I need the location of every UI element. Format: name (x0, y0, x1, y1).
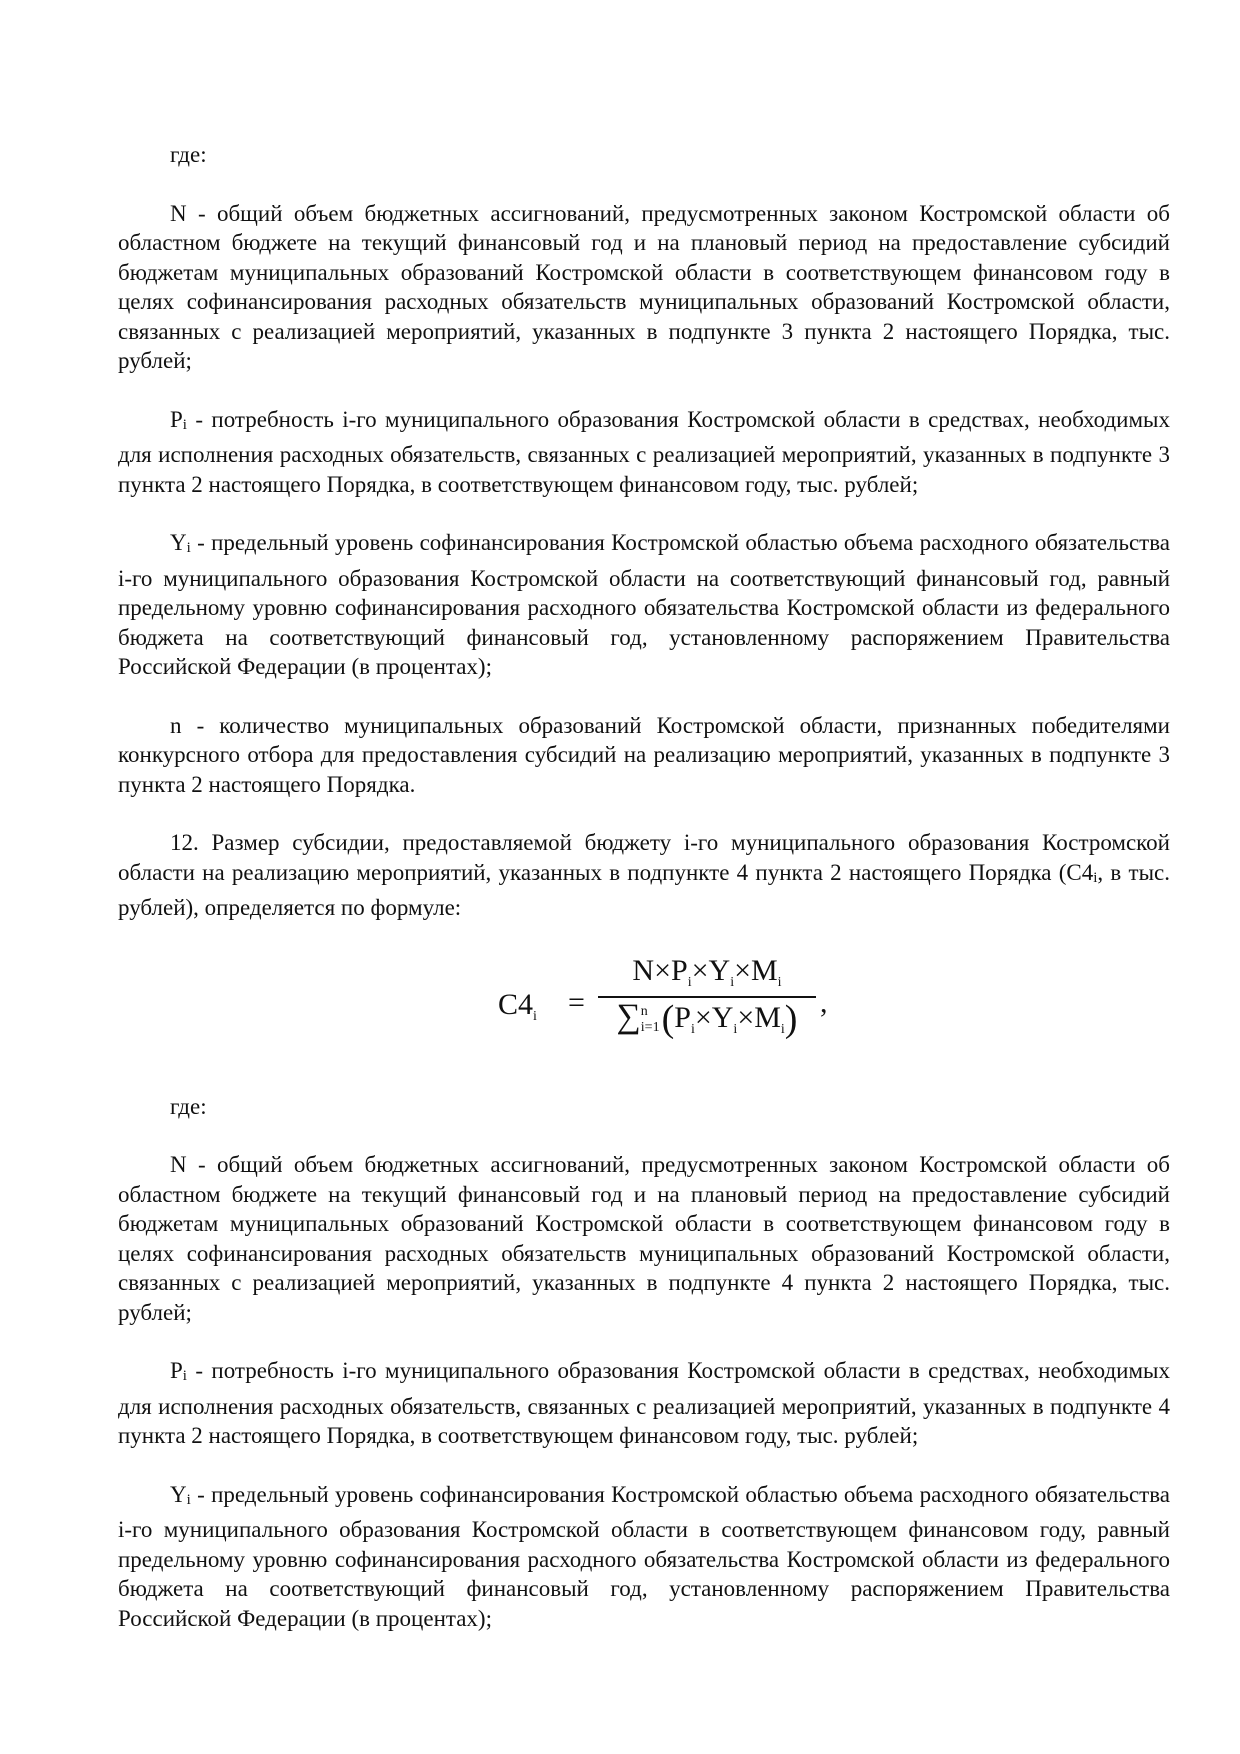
where-label: где: (170, 142, 207, 167)
num-sub-y: i (730, 974, 735, 990)
pi-subscript: i (182, 416, 187, 433)
den-sub-m: i (780, 1021, 785, 1037)
den-p: P (674, 1000, 691, 1034)
yi-subscript: i (186, 540, 191, 556)
pi-text: - потребность i-го муниципального образования Костромской области в средствах, необходимых для исполнения расходных обязательств, связанных с реализацией мероприятий, указанных в подпункте 3 пункта 2 настоящего Порядка, в соответствующем финансовом году, тыс. рублей; (118, 406, 1170, 497)
item-12 (118, 828, 1170, 923)
num-np: N×P (632, 953, 688, 987)
definition-n-total: N - общий объем бюджетных ассигнований, предусмотренных законом Костромской области об областном бюджете на текущий финансовый год и на плановый период на предоставление субсидий бюджетам муниципальных образований Костромской области в соответствующем финансовом году в целях софинансирования расходных обязательств муниципальных образований Костромской области, связанных с реализацией мероприятий, указанных в подпункте 3 пункта 2 настоящего Порядка, тыс. рублей; (118, 200, 1170, 373)
item-12-text-end: , в тыс. рублей), определяется по формуле: (118, 859, 1170, 920)
den-sub-p: i (690, 1021, 695, 1037)
den-sub-y: i (733, 1021, 738, 1037)
formula-lhs-text: C4 (498, 987, 534, 1021)
formula-lhs-sub: i (533, 1008, 537, 1024)
num-sub-m: i (777, 974, 782, 990)
formula-equals: = (568, 985, 585, 1019)
definition-yi-2 (118, 1480, 1170, 1634)
sum-limits (641, 1004, 660, 1036)
num-sub-p: i (687, 974, 692, 990)
formula-numerator (598, 953, 816, 994)
paren-open: ( (661, 997, 675, 1040)
pi-symbol-2: P (170, 1358, 183, 1383)
formula-c4 (118, 952, 1170, 1070)
formula-denominator (598, 997, 816, 1045)
definition-pi (118, 405, 1170, 500)
formula-comma: , (820, 985, 828, 1019)
definition-yi (118, 528, 1170, 682)
num-m: ×M (734, 953, 778, 987)
pi-text-2: - потребность i-го муниципального образования Костромской области в средствах, необходимых для исполнения расходных обязательств, связанных с реализацией мероприятий, указанных в подпункте 4 пункта 2 настоящего Порядка, в соответствующем финансовом году, тыс. рублей; (118, 1358, 1170, 1448)
definition-n-count: n - количество муниципальных образований Костромской области, признанных победителями конкурсного отбора для предоставления субсидий на реализацию мероприятий, указанных в подпункте 3 пункта 2 настоящего Порядка. (118, 712, 1170, 797)
formula-fraction (598, 953, 816, 1045)
definition-n-total-2: N - общий объем бюджетных ассигнований, предусмотренных законом Костромской области об областном бюджете на текущий финансовый год и на плановый период на предоставление субсидий бюджетам муниципальных образований Костромской области в соответствующем финансовом году в целях софинансирования расходных обязательств муниципальных образований Костромской области, связанных с реализацией мероприятий, указанных в подпункте 4 пункта 2 настоящего Порядка, тыс. рублей; (118, 1152, 1170, 1325)
yi-text: - предельный уровень софинансирования Костромской областью объема расходного обязательства i-го муниципального образования Костромской области на соответствующий финансовый год, равный предельному уровню софинансирования расходного обязательства Костромской области из федерального бюджета на соответствующий финансовый год, установленному распоряжением Правительства Российской Федерации (в процентах); (118, 530, 1170, 679)
pi-symbol: P (170, 406, 183, 432)
sum-lower: i=1 (640, 1019, 660, 1035)
pi-subscript-2: i (182, 1368, 187, 1384)
paren-close: ) (784, 997, 798, 1040)
item-12-subscript: i (1093, 869, 1098, 886)
where-label-2: где: (170, 1093, 207, 1119)
den-y: ×Y (694, 1000, 734, 1034)
definition-pi-2 (118, 1356, 1170, 1451)
den-m: ×M (737, 1000, 781, 1034)
formula-lhs (498, 987, 537, 1032)
yi-text-2: - предельный уровень софинансирования Костромской областью объема расходного обязательства i-го муниципального образования Костромской области в соответствующем финансовом году, равный предельному уровню софинансирования расходного обязательства Костромской области из федерального бюджета на соответствующий финансовый год, установленному распоряжением Правительства Российской Федерации (в процентах); (118, 1481, 1170, 1631)
yi-symbol-2: Y (170, 1481, 187, 1507)
document-page (118, 140, 1170, 1633)
num-y: ×Y (691, 953, 731, 987)
yi-subscript-2: i (186, 1491, 191, 1508)
sum-upper: n (640, 1003, 648, 1019)
sigma-icon: ∑ (616, 997, 641, 1035)
yi-symbol: Y (170, 530, 187, 555)
item-12-text: 12. Размер субсидии, предоставляемой бюджету i-го муниципального образования Костромской области на реализацию мероприятий, указанных в подпункте 4 пункта 2 настоящего Порядка (С4 (118, 830, 1170, 885)
